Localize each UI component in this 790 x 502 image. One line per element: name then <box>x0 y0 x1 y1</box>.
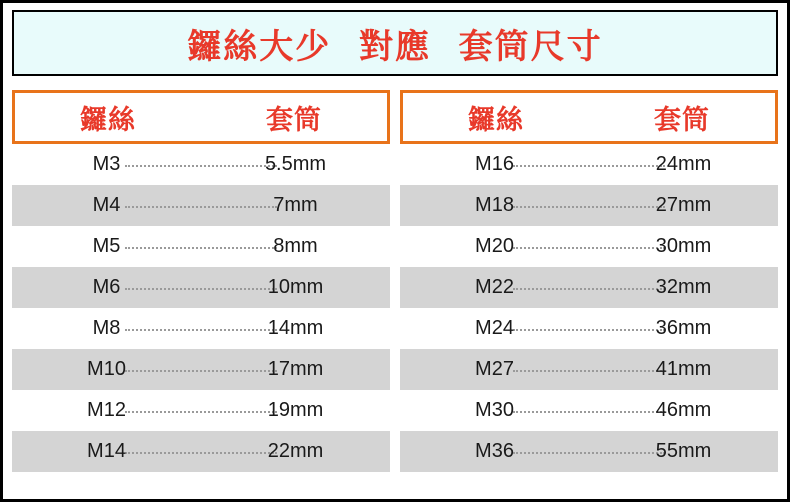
screw-size: M20 <box>475 235 514 257</box>
table-row <box>400 226 778 267</box>
page-title: 鑼絲大少 對應 套筒尺寸 <box>187 26 603 67</box>
tables-container <box>12 90 778 472</box>
table-row <box>12 267 390 308</box>
socket-size: 7mm <box>273 194 318 216</box>
screw-size: M22 <box>475 276 514 298</box>
column-header-screw: 鑼絲 <box>468 104 524 136</box>
socket-size: 36mm <box>655 317 712 339</box>
socket-size: 27mm <box>655 194 712 216</box>
screw-size: M16 <box>475 153 514 175</box>
socket-size: 8mm <box>273 235 318 257</box>
table-right-header <box>400 90 778 144</box>
screw-size: M27 <box>475 358 514 380</box>
socket-size: 41mm <box>655 358 712 380</box>
table-row <box>12 226 390 267</box>
table-row <box>400 308 778 349</box>
table-left <box>12 90 390 472</box>
table-row <box>12 185 390 226</box>
table-left-header <box>12 90 390 144</box>
screw-size: M4 <box>92 194 121 216</box>
socket-size: 24mm <box>655 153 712 175</box>
table-row <box>400 267 778 308</box>
socket-size: 32mm <box>655 276 712 298</box>
table-row <box>12 144 390 185</box>
screw-size: M3 <box>92 153 121 175</box>
socket-size: 10mm <box>267 276 324 298</box>
screw-size: M36 <box>475 440 514 462</box>
screw-size: M12 <box>87 399 126 421</box>
column-header-socket: 套筒 <box>266 104 322 136</box>
screw-size: M10 <box>87 358 126 380</box>
socket-size: 55mm <box>655 440 712 462</box>
screw-size: M6 <box>92 276 121 298</box>
table-row <box>12 390 390 431</box>
screw-size: M8 <box>92 317 121 339</box>
socket-size: 19mm <box>267 399 324 421</box>
table-row <box>400 390 778 431</box>
socket-size: 5.5mm <box>264 153 327 175</box>
screw-size: M5 <box>92 235 121 257</box>
socket-size: 22mm <box>267 440 324 462</box>
socket-size: 17mm <box>267 358 324 380</box>
table-row <box>12 308 390 349</box>
table-row <box>400 349 778 390</box>
table-row <box>12 349 390 390</box>
table-right <box>400 90 778 472</box>
socket-size: 30mm <box>655 235 712 257</box>
screw-size: M30 <box>475 399 514 421</box>
socket-size: 46mm <box>655 399 712 421</box>
table-row <box>400 431 778 472</box>
screw-size: M24 <box>475 317 514 339</box>
title-banner <box>12 10 778 76</box>
socket-size: 14mm <box>267 317 324 339</box>
table-row <box>400 185 778 226</box>
column-header-screw: 鑼絲 <box>80 104 136 136</box>
screw-size: M18 <box>475 194 514 216</box>
table-row <box>400 144 778 185</box>
screw-size: M14 <box>87 440 126 462</box>
column-header-socket: 套筒 <box>654 104 710 136</box>
table-row <box>12 431 390 472</box>
